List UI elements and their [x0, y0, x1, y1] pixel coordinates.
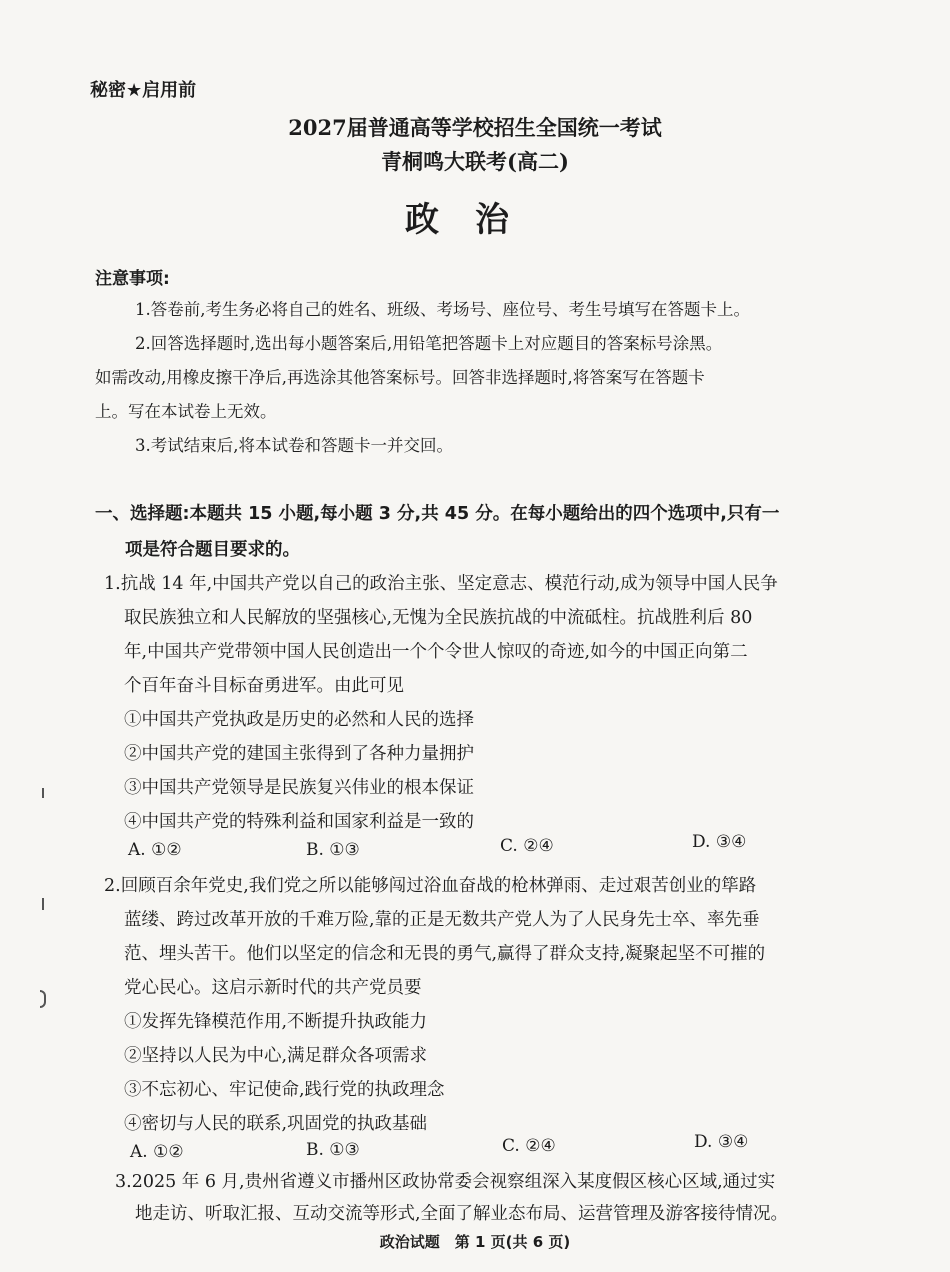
question-1-stem: 年,中国共产党带领中国人民创造出一个个令世人惊叹的奇迹,如今的中国正向第二: [124, 642, 748, 662]
question-2-stem: 2.回顾百余年党史,我们党之所以能够闯过浴血奋战的枪林弹雨、走过艰苦创业的筚路: [104, 876, 757, 896]
question-1-option-b: B. ①③: [306, 840, 360, 860]
subject-title: 政治: [405, 200, 545, 240]
notice-line: 2.回答选择题时,选出每小题答案后,用铅笔把答题卡上对应题目的答案标号涂黑。: [135, 334, 723, 353]
page-footer: 政治试题 第 1 页(共 6 页): [379, 1233, 571, 1251]
question-2-item: ①发挥先锋模范作用,不断提升执政能力: [124, 1012, 428, 1032]
question-2-option-c: C. ②④: [502, 1136, 556, 1156]
question-2-option-d: D. ③④: [694, 1132, 749, 1152]
question-2-stem: 范、埋头苦干。他们以坚定的信念和无畏的勇气,赢得了群众支持,凝聚起坚不可摧的: [124, 944, 766, 964]
notice-heading: 注意事项:: [95, 269, 170, 289]
question-1-item: ③中国共产党领导是民族复兴伟业的根本保证: [124, 778, 474, 798]
question-1-option-c: C. ②④: [500, 836, 554, 856]
notice-line: 如需改动,用橡皮擦干净后,再选涂其他答案标号。回答非选择题时,将答案写在答题卡: [95, 368, 705, 387]
notice-line: 1.答卷前,考生务必将自己的姓名、班级、考场号、座位号、考生号填写在答题卡上。: [135, 300, 750, 319]
confidential-label: 秘密★启用前: [90, 80, 197, 101]
scan-edge-mark: [42, 788, 44, 798]
question-2-stem: 蓝缕、跨过改革开放的千难万险,靠的正是无数共产党人为了人民身先士卒、率先垂: [124, 910, 760, 930]
question-1-item: ②中国共产党的建国主张得到了各种力量拥护: [124, 744, 474, 764]
question-2-option-b: B. ①③: [306, 1140, 360, 1160]
question-1-option-a: A. ①②: [128, 840, 182, 860]
notice-line: 上。写在本试卷上无效。: [95, 402, 277, 421]
question-1-option-d: D. ③④: [692, 832, 747, 852]
question-2-item: ④密切与人民的联系,巩固党的执政基础: [124, 1114, 428, 1134]
exam-subtitle: 青桐鸣大联考(高二): [381, 149, 569, 174]
scan-edge-mark: [40, 990, 46, 1008]
question-2-stem: 党心民心。这启示新时代的共产党员要: [124, 978, 422, 998]
question-2-item: ③不忘初心、牢记使命,践行党的执政理念: [124, 1080, 445, 1100]
question-3-stem: 3.2025 年 6 月,贵州省遵义市播州区政协常委会视察组深入某度假区核心区域,通过实: [115, 1172, 776, 1192]
scan-edge-mark: [42, 898, 44, 910]
section-heading: 一、选择题:本题共 15 小题,每小题 3 分,共 45 分。在每小题给出的四个选项中,只有一: [95, 504, 780, 524]
question-1-item: ④中国共产党的特殊利益和国家利益是一致的: [124, 812, 474, 832]
question-1-stem: 取民族独立和人民解放的坚强核心,无愧为全民族抗战的中流砥柱。抗战胜利后 80: [124, 608, 753, 628]
question-1-stem: 1.抗战 14 年,中国共产党以自己的政治主张、坚定意志、模范行动,成为领导中国人民争: [104, 574, 778, 594]
section-heading: 项是符合题目要求的。: [125, 540, 300, 560]
question-2-item: ②坚持以人民为中心,满足群众各项需求: [124, 1046, 428, 1066]
exam-title: 2027届普通高等学校招生全国统一考试: [288, 115, 662, 140]
question-1-stem: 个百年奋斗目标奋勇进军。由此可见: [124, 676, 404, 696]
notice-line: 3.考试结束后,将本试卷和答题卡一并交回。: [135, 436, 453, 455]
question-2-option-a: A. ①②: [130, 1142, 184, 1162]
question-1-item: ①中国共产党执政是历史的必然和人民的选择: [124, 710, 474, 730]
question-3-stem: 地走访、听取汇报、互动交流等形式,全面了解业态布局、运营管理及游客接待情况。: [135, 1204, 789, 1224]
